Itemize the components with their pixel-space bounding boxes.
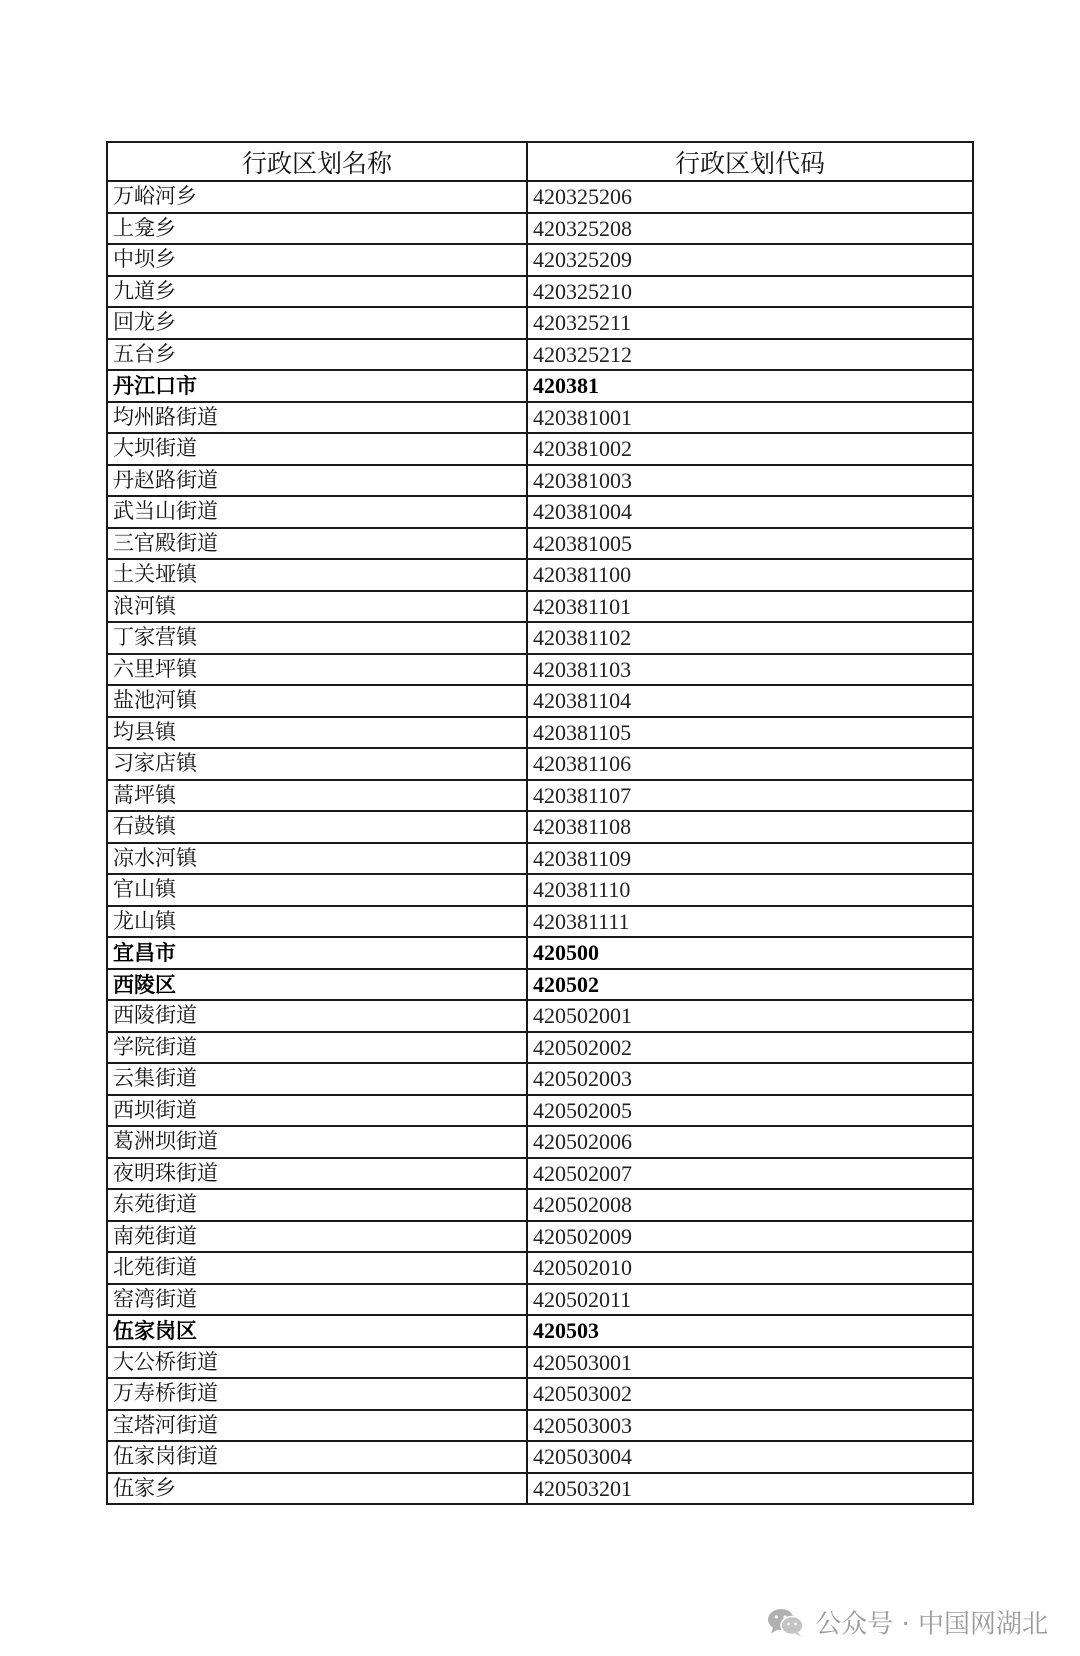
table-row xyxy=(107,1000,973,1032)
table-row xyxy=(107,591,973,623)
region-code-cell: 420325212 xyxy=(527,339,973,371)
region-code-cell: 420503 xyxy=(527,1315,973,1347)
table-body xyxy=(107,181,973,1504)
table-row xyxy=(107,307,973,339)
region-name-cell: 西陵街道 xyxy=(107,1000,527,1032)
region-name-cell: 六里坪镇 xyxy=(107,654,527,686)
region-name-cell: 东苑街道 xyxy=(107,1189,527,1221)
table-row xyxy=(107,843,973,875)
table-row xyxy=(107,1315,973,1347)
region-name-cell: 宜昌市 xyxy=(107,937,527,969)
region-code-cell: 420502 xyxy=(527,969,973,1001)
table-row xyxy=(107,748,973,780)
table-row xyxy=(107,370,973,402)
header-region-name: 行政区划名称 xyxy=(107,142,527,181)
table-row xyxy=(107,1410,973,1442)
region-code-cell: 420381003 xyxy=(527,465,973,497)
table-row xyxy=(107,1473,973,1505)
table-row xyxy=(107,559,973,591)
region-code-cell: 420502009 xyxy=(527,1221,973,1253)
region-code-table-container xyxy=(106,141,972,1505)
region-name-cell: 凉水河镇 xyxy=(107,843,527,875)
region-code-cell: 420502010 xyxy=(527,1252,973,1284)
region-name-cell: 南苑街道 xyxy=(107,1221,527,1253)
region-code-cell: 420325209 xyxy=(527,244,973,276)
region-code-cell: 420381101 xyxy=(527,591,973,623)
region-name-cell: 夜明珠街道 xyxy=(107,1158,527,1190)
region-name-cell: 伍家乡 xyxy=(107,1473,527,1505)
table-row xyxy=(107,276,973,308)
region-name-cell: 窑湾街道 xyxy=(107,1284,527,1316)
table-row xyxy=(107,1221,973,1253)
region-code-cell: 420502005 xyxy=(527,1095,973,1127)
region-code-table xyxy=(106,141,974,1505)
region-code-cell: 420381107 xyxy=(527,780,973,812)
table-row xyxy=(107,496,973,528)
region-name-cell: 万峪河乡 xyxy=(107,181,527,213)
table-header-row xyxy=(107,142,973,181)
region-name-cell: 学院街道 xyxy=(107,1032,527,1064)
table-row xyxy=(107,969,973,1001)
region-code-cell: 420502003 xyxy=(527,1063,973,1095)
watermark xyxy=(767,1604,1048,1641)
table-row xyxy=(107,181,973,213)
region-code-cell: 420502011 xyxy=(527,1284,973,1316)
region-name-cell: 均州路街道 xyxy=(107,402,527,434)
region-code-cell: 420381110 xyxy=(527,874,973,906)
table-row xyxy=(107,1378,973,1410)
wechat-icon xyxy=(767,1607,805,1637)
region-name-cell: 武当山街道 xyxy=(107,496,527,528)
region-code-cell: 420381111 xyxy=(527,906,973,938)
table-row xyxy=(107,937,973,969)
region-name-cell: 伍家岗街道 xyxy=(107,1441,527,1473)
region-code-cell: 420502002 xyxy=(527,1032,973,1064)
table-row xyxy=(107,1441,973,1473)
table-row xyxy=(107,1032,973,1064)
region-name-cell: 均县镇 xyxy=(107,717,527,749)
table-row xyxy=(107,402,973,434)
region-name-cell: 蒿坪镇 xyxy=(107,780,527,812)
region-code-cell: 420502006 xyxy=(527,1126,973,1158)
table-row xyxy=(107,465,973,497)
region-name-cell: 宝塔河街道 xyxy=(107,1410,527,1442)
table-row xyxy=(107,906,973,938)
table-row xyxy=(107,685,973,717)
table-row xyxy=(107,244,973,276)
region-code-cell: 420381001 xyxy=(527,402,973,434)
table-row xyxy=(107,1063,973,1095)
region-name-cell: 大坝街道 xyxy=(107,433,527,465)
region-code-cell: 420503004 xyxy=(527,1441,973,1473)
region-name-cell: 五台乡 xyxy=(107,339,527,371)
region-name-cell: 土关垭镇 xyxy=(107,559,527,591)
region-code-cell: 420325211 xyxy=(527,307,973,339)
region-code-cell: 420381108 xyxy=(527,811,973,843)
region-name-cell: 西坝街道 xyxy=(107,1095,527,1127)
region-code-cell: 420381105 xyxy=(527,717,973,749)
table-row xyxy=(107,1095,973,1127)
region-name-cell: 三官殿街道 xyxy=(107,528,527,560)
region-code-cell: 420503201 xyxy=(527,1473,973,1505)
table-row xyxy=(107,622,973,654)
region-name-cell: 伍家岗区 xyxy=(107,1315,527,1347)
table-row xyxy=(107,339,973,371)
region-code-cell: 420381100 xyxy=(527,559,973,591)
region-code-cell: 420502007 xyxy=(527,1158,973,1190)
region-name-cell: 西陵区 xyxy=(107,969,527,1001)
table-row xyxy=(107,874,973,906)
watermark-text: 公众号 · 中国网湖北 xyxy=(815,1609,1048,1640)
table-row xyxy=(107,213,973,245)
region-code-cell: 420503001 xyxy=(527,1347,973,1379)
table-row xyxy=(107,1347,973,1379)
region-code-cell: 420381002 xyxy=(527,433,973,465)
region-name-cell: 龙山镇 xyxy=(107,906,527,938)
table-row xyxy=(107,780,973,812)
table-row xyxy=(107,811,973,843)
region-code-cell: 420381103 xyxy=(527,654,973,686)
region-code-cell: 420381102 xyxy=(527,622,973,654)
region-name-cell: 九道乡 xyxy=(107,276,527,308)
region-code-cell: 420500 xyxy=(527,937,973,969)
region-name-cell: 习家店镇 xyxy=(107,748,527,780)
header-region-code: 行政区划代码 xyxy=(527,142,973,181)
region-name-cell: 浪河镇 xyxy=(107,591,527,623)
region-name-cell: 盐池河镇 xyxy=(107,685,527,717)
region-code-cell: 420325208 xyxy=(527,213,973,245)
table-row xyxy=(107,1284,973,1316)
region-code-cell: 420381106 xyxy=(527,748,973,780)
region-code-cell: 420503003 xyxy=(527,1410,973,1442)
region-name-cell: 大公桥街道 xyxy=(107,1347,527,1379)
table-row xyxy=(107,1158,973,1190)
table-row xyxy=(107,528,973,560)
region-name-cell: 上龛乡 xyxy=(107,213,527,245)
region-name-cell: 葛洲坝街道 xyxy=(107,1126,527,1158)
region-code-cell: 420381109 xyxy=(527,843,973,875)
region-code-cell: 420381004 xyxy=(527,496,973,528)
region-name-cell: 回龙乡 xyxy=(107,307,527,339)
region-name-cell: 官山镇 xyxy=(107,874,527,906)
table-row xyxy=(107,1126,973,1158)
region-code-cell: 420381 xyxy=(527,370,973,402)
region-name-cell: 万寿桥街道 xyxy=(107,1378,527,1410)
region-code-cell: 420381005 xyxy=(527,528,973,560)
region-name-cell: 中坝乡 xyxy=(107,244,527,276)
region-name-cell: 石鼓镇 xyxy=(107,811,527,843)
region-name-cell: 丹赵路街道 xyxy=(107,465,527,497)
region-code-cell: 420325206 xyxy=(527,181,973,213)
region-code-cell: 420502008 xyxy=(527,1189,973,1221)
region-code-cell: 420381104 xyxy=(527,685,973,717)
region-name-cell: 丹江口市 xyxy=(107,370,527,402)
region-code-cell: 420502001 xyxy=(527,1000,973,1032)
table-row xyxy=(107,654,973,686)
region-name-cell: 丁家营镇 xyxy=(107,622,527,654)
region-name-cell: 北苑街道 xyxy=(107,1252,527,1284)
region-name-cell: 云集街道 xyxy=(107,1063,527,1095)
table-row xyxy=(107,717,973,749)
region-code-cell: 420325210 xyxy=(527,276,973,308)
region-code-cell: 420503002 xyxy=(527,1378,973,1410)
table-row xyxy=(107,1189,973,1221)
table-row xyxy=(107,433,973,465)
table-row xyxy=(107,1252,973,1284)
